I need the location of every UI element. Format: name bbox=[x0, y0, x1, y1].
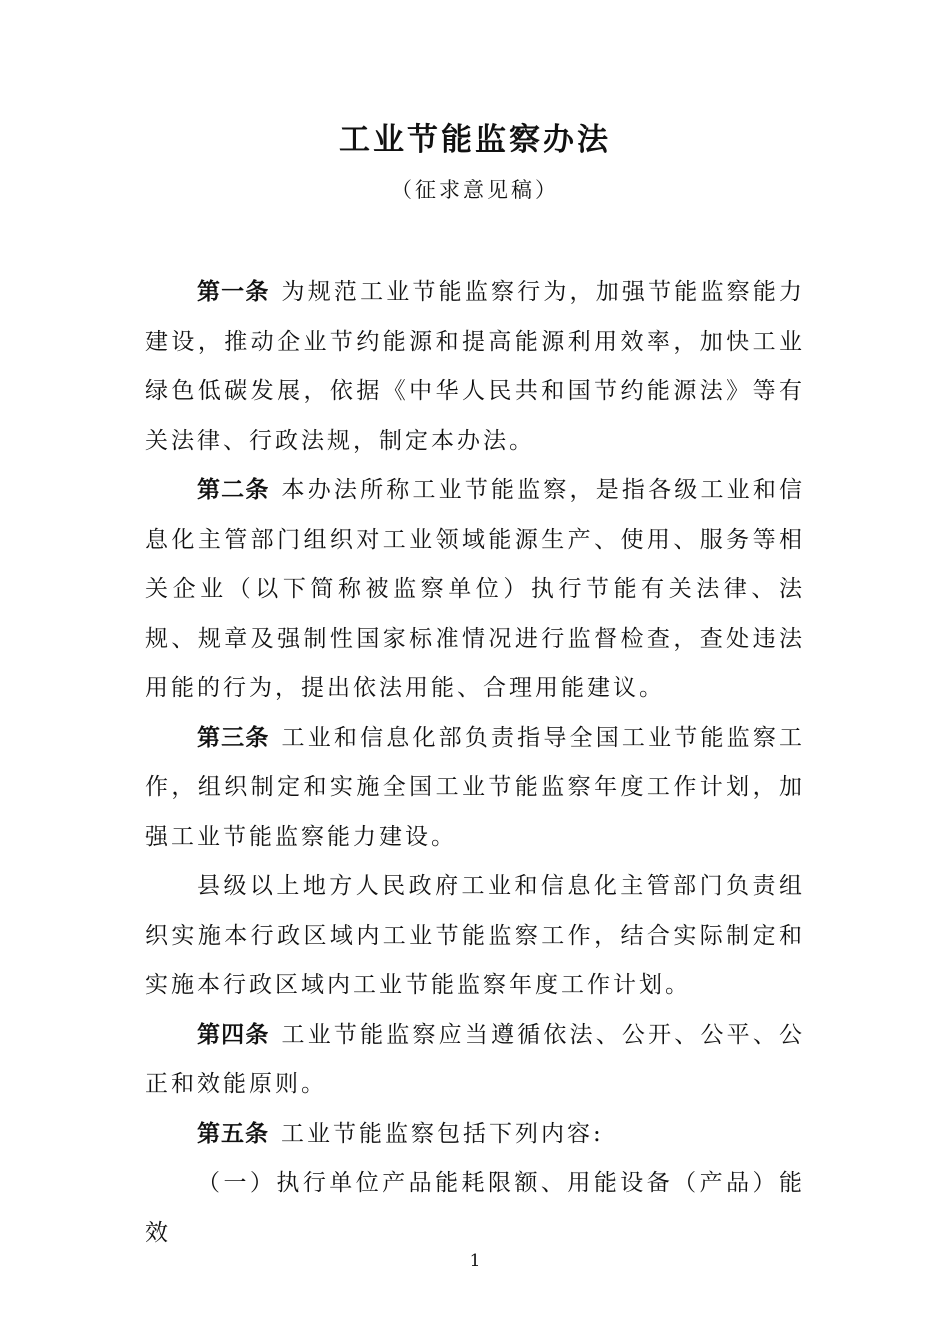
paragraph-article-5-item-1 bbox=[145, 1159, 805, 1258]
paragraph-text: 工业节能监察应当遵循依法、公开、公平、公正和效能原则。 bbox=[145, 1021, 806, 1097]
page-number: 1 bbox=[469, 1251, 481, 1271]
article-heading: 第一条 bbox=[197, 279, 270, 305]
paragraph-article-3-continued bbox=[145, 862, 805, 1011]
paragraph-article-5 bbox=[145, 1110, 805, 1160]
paragraph-article-3 bbox=[145, 714, 805, 863]
paragraph-text: 为规范工业节能监察行为，加强节能监察能力建设，推动企业节约能源和提高能源利用效率，加快工业绿色低碳发展，依据《中华人民共和国节约能源法》等有关法律、行政法规，制定本办法。 bbox=[145, 279, 806, 454]
paragraph-text: 县级以上地方人民政府工业和信息化主管部门负责组织实施本行政区域内工业节能监察工作，结合实际制定和实施本行政区域内工业节能监察年度工作计划。 bbox=[145, 873, 805, 998]
document-title: 工业节能监察办法 bbox=[339, 122, 611, 158]
paragraph-text: 工业节能监察包括下列内容: bbox=[281, 1120, 604, 1147]
article-heading: 第三条 bbox=[197, 724, 270, 751]
paragraph-text: 工业和信息化部负责指导全国工业节能监察工作，组织制定和实施全国工业节能监察年度工作计划，加强工业节能监察能力建设。 bbox=[145, 724, 806, 850]
paragraph-article-1 bbox=[145, 268, 805, 466]
paragraph-text: 本办法所称工业节能监察，是指各级工业和信息化主管部门组织对工业领域能源生产、使用、服务等相关企业（以下简称被监察单位）执行节能有关法律、法规、规章及强制性国家标准情况进行监督检查，查处违法用能的行为，提出依法用能、合理用能建议。 bbox=[145, 477, 806, 701]
paragraph-article-2 bbox=[145, 466, 805, 714]
article-heading: 第二条 bbox=[197, 477, 270, 503]
paragraph-article-4 bbox=[145, 1011, 805, 1110]
article-heading: 第四条 bbox=[197, 1021, 270, 1048]
document-subtitle: （征求意见稿） bbox=[391, 178, 559, 202]
document-body bbox=[145, 268, 805, 1258]
article-heading: 第五条 bbox=[197, 1120, 269, 1147]
paragraph-text: （一）执行单位产品能耗限额、用能设备（产品）能效 bbox=[145, 1170, 805, 1246]
